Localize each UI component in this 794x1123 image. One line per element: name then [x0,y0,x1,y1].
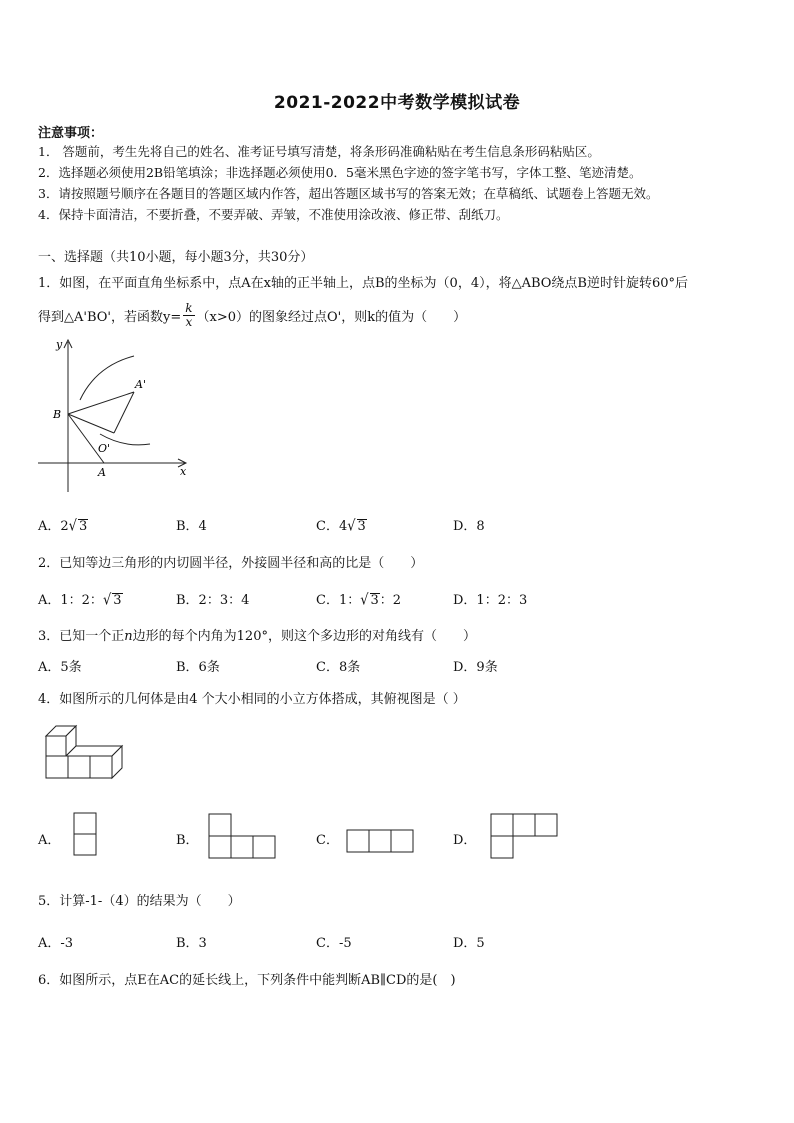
q5-option-c[interactable]: C．-5 [316,936,352,951]
q4-option-d-figure[interactable] [490,813,558,859]
q4-text: 4．如图所示的几何体是由4 个大小相同的小立方体搭成，其俯视图是（ ） [38,692,466,707]
q2-option-a[interactable]: A．1：2：√ 3 [38,591,122,610]
q4-solid-figure [44,722,134,784]
q6-text: 6．如图所示，点E在AC的延长线上，下列条件中能判断AB∥CD的是( ) [38,973,456,988]
curve-upper [80,356,134,400]
q1-frac-den: x [185,314,193,329]
fig-label-A: A [98,466,106,479]
q3-option-d[interactable]: D．9条 [453,660,498,675]
q1-line2 [38,298,466,332]
fig-label-B: B [53,408,62,421]
q5-text: 5．计算-1-（4）的结果为（ ） [38,894,241,909]
q1-option-c-label: C．4 [316,519,348,534]
q1-line2-a: 得到△A'BO'，若函数y= [38,309,182,325]
q3-option-a[interactable]: A．5条 [38,660,82,675]
q1-option-a-radicand: 3 [78,519,88,534]
q1-option-b[interactable]: B．4 [176,519,207,534]
segment-BA-prime [68,392,134,414]
q1-line1: 1．如图，在平面直角坐标系中，点A在x轴的正半轴上，点B的坐标为（0，4），将△ABO绕点B逆时针旋转60°后 [38,276,689,291]
q5-option-a[interactable]: A．-3 [38,936,74,951]
notice-item-2: 2．选择题必须使用2B铅笔填涂；非选择题必须使用0．5毫米黑色字迹的签字笔书写，字体工整、笔迹清楚。 [38,165,642,180]
q2-option-a-pre: A．1：2： [38,593,103,608]
q4-option-b-figure[interactable] [208,813,276,859]
q4-option-d[interactable]: D． [453,833,477,848]
q2-option-c-pre: C．1： [316,593,361,608]
q1-line2-b: （x>0）的图象经过点O'，则k的值为（ ） [196,309,467,325]
q3-text-n: n [124,629,133,644]
q2-option-c[interactable]: C．1：√ 3：2 [316,591,402,610]
fig-label-y: y [56,338,63,351]
q1-option-a-label: A．2 [38,519,69,534]
q2-option-c-post: ：2 [379,593,402,608]
q1-option-a[interactable]: A．2√ 3 [38,517,88,536]
q1-figure [34,336,204,496]
q3-text-b: 边形的每个内角为120°，则这个多边形的对角线有（ ） [132,629,476,644]
q2-option-c-radicand: 3 [370,593,379,608]
q4-option-a[interactable]: A． [38,833,61,848]
q3-text [38,625,476,644]
q3-option-b[interactable]: B．6条 [176,660,220,675]
q1-option-c-radicand: 3 [357,519,366,534]
notice-item-1: 1． 答题前，考生先将自己的姓名、准考证号填写清楚，将条形码准确粘贴在考生信息条形码粘贴区。 [38,144,600,159]
page-title: 2021-2022中考数学模拟试卷 [273,93,521,113]
notice-item-3: 3．请按照题号顺序在各题目的答题区域内作答，超出答题区域书写的答案无效；在草稿纸、试题卷上答题无效。 [38,186,659,201]
q4-option-b[interactable]: B． [176,833,199,848]
fig-label-A-prime: A' [135,378,146,391]
q3-text-a: 3．已知一个正 [38,629,125,644]
q5-option-b[interactable]: B．3 [176,936,207,951]
q2-option-b[interactable]: B．2：3：4 [176,593,250,608]
notice-heading: 注意事项： [38,126,104,141]
section-heading: 一、选择题（共10小题，每小题3分，共30分） [38,250,314,265]
q1-option-d[interactable]: D．8 [453,519,485,534]
q2-text: 2．已知等边三角形的内切圆半径，外接圆半径和高的比是（ ） [38,556,424,571]
q2-option-d[interactable]: D．1：2：3 [453,593,528,608]
q4-option-a-figure[interactable] [73,812,97,856]
q2-option-a-radicand: 3 [113,593,122,608]
q4-option-c-figure[interactable] [346,829,414,853]
q1-option-c[interactable]: C．4√ 3 [316,517,366,536]
q1-fraction [183,302,194,329]
fig-label-x: x [180,465,187,478]
q1-frac-num: k [185,300,193,315]
q5-option-d[interactable]: D．5 [453,936,485,951]
q4-option-c[interactable]: C． [316,833,339,848]
fig-label-O-prime: O' [98,442,111,455]
notice-item-4: 4．保持卡面清洁，不要折叠，不要弄破、弄皱，不准使用涂改液、修正带、刮纸刀。 [38,207,509,222]
q3-option-c[interactable]: C．8条 [316,660,361,675]
